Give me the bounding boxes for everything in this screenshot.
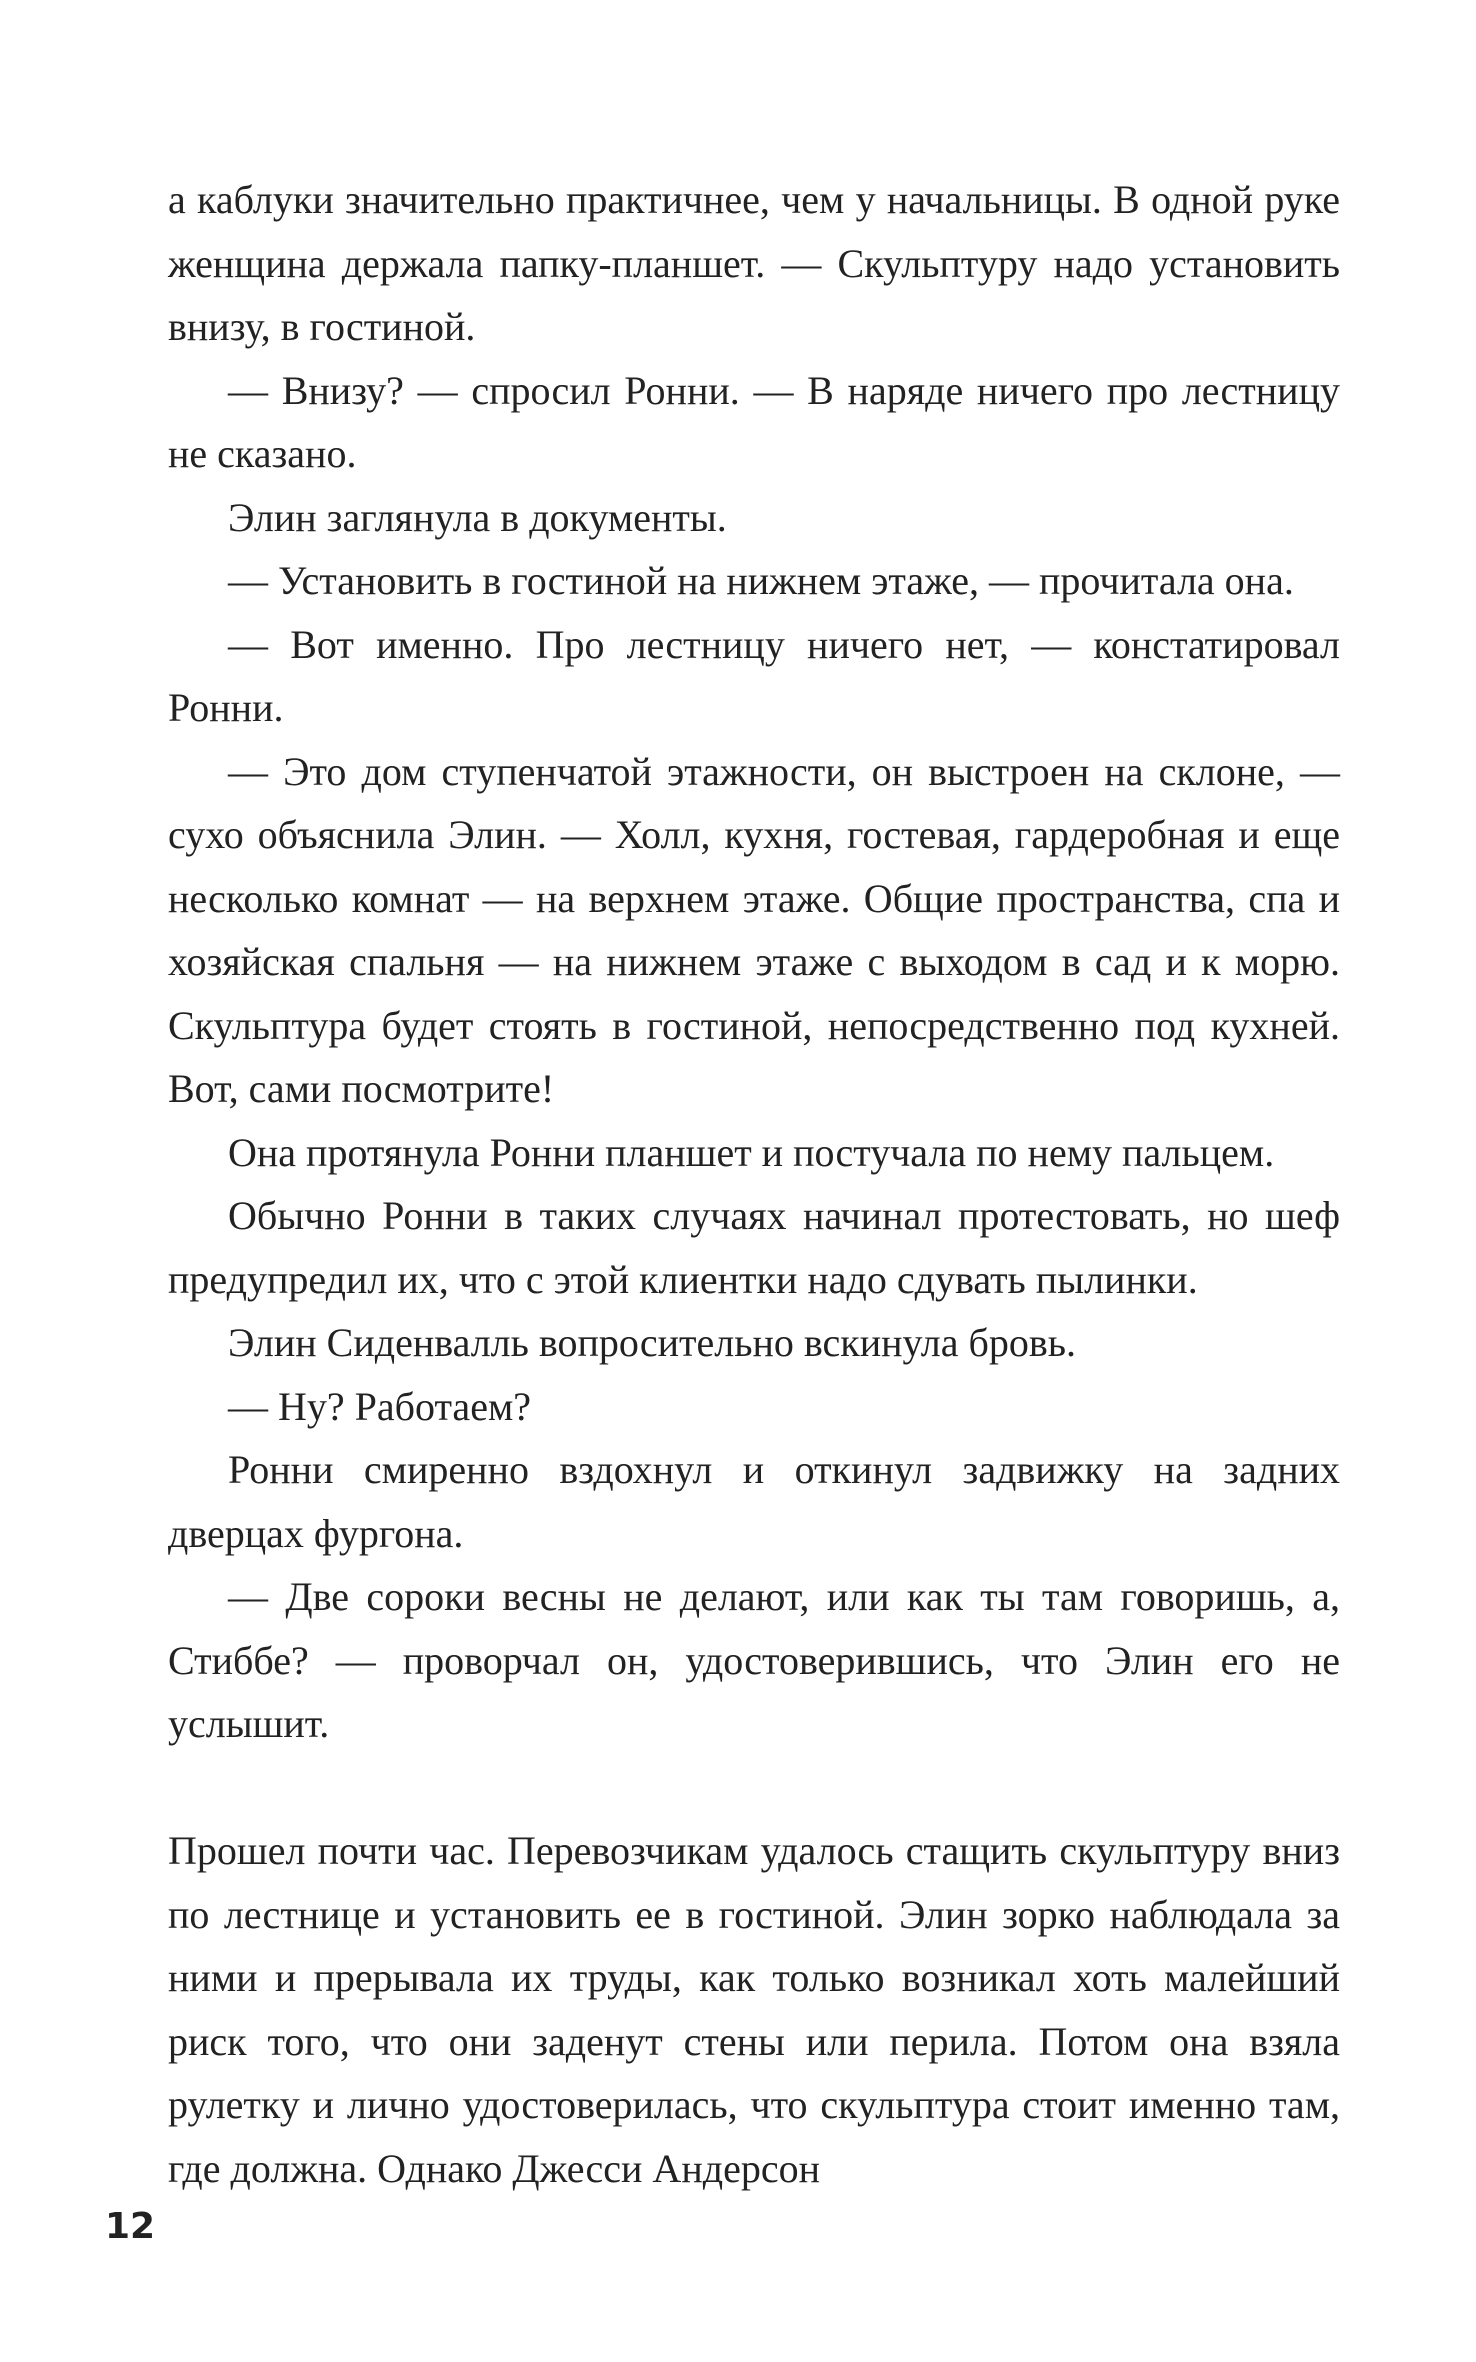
paragraph: Элин заглянула в документы.	[228, 494, 727, 540]
paragraph: — Вот именно. Про лестницу ничего нет, — констатировал Ронни.	[168, 621, 1340, 730]
paragraph: Прошел почти час. Перевозчикам удалось стащить скульптуру вниз по лестнице и установить ее в гостиной. Элин зорко наблюдала за ними и прерывала их труды, как только возникал хоть малейший риск того, что они заденут стены или перила. Потом она взяла рулетку и лично удостоверилась, что скульптура стоит именно там, где должна. Однако Джесси Андерсон	[168, 1828, 1340, 2191]
section-break	[168, 1756, 1340, 1820]
page-number: 12	[105, 2206, 156, 2247]
paragraph: а каблуки значительно практичнее, чем у начальницы. В одной руке женщина держала папку-планшет. — Скульптуру надо установить внизу, в гостиной.	[168, 177, 1340, 349]
body-text	[168, 168, 1340, 2200]
paragraph: Она протянула Ронни планшет и постучала по нему пальцем.	[228, 1129, 1275, 1175]
paragraph: — Это дом ступенчатой этажности, он выстроен на склоне, — сухо объяснила Элин. — Холл, кухня, гостевая, гардеробная и еще несколько комнат — на верхнем этаже. Общие пространства, спа и хозяйская спальня — на нижнем этаже с выходом в сад и к морю. Скульптура будет стоять в гостиной, непосредственно под кухней. Вот, сами посмотрите!	[168, 748, 1340, 1111]
paragraph: — Две сороки весны не делают, или как ты там говоришь, а, Стиббе? — проворчал он, удостоверившись, что Элин его не услышит.	[168, 1574, 1340, 1746]
paragraph: Ронни смиренно вздохнул и откинул задвижку на задних дверцах фургона.	[168, 1447, 1340, 1556]
paragraph: — Внизу? — спросил Ронни. — В наряде ничего про лестницу не сказано.	[168, 367, 1340, 476]
paragraph: Элин Сиденвалль вопросительно вскинула бровь.	[228, 1320, 1076, 1365]
paragraph: — Установить в гостиной на нижнем этаже, — прочитала она.	[228, 558, 1294, 603]
paragraph: Обычно Ронни в таких случаях начинал протестовать, но шеф предупредил их, что с этой клиентки надо сдувать пылинки.	[168, 1193, 1340, 1302]
paragraph: — Ну? Работаем?	[228, 1383, 532, 1429]
